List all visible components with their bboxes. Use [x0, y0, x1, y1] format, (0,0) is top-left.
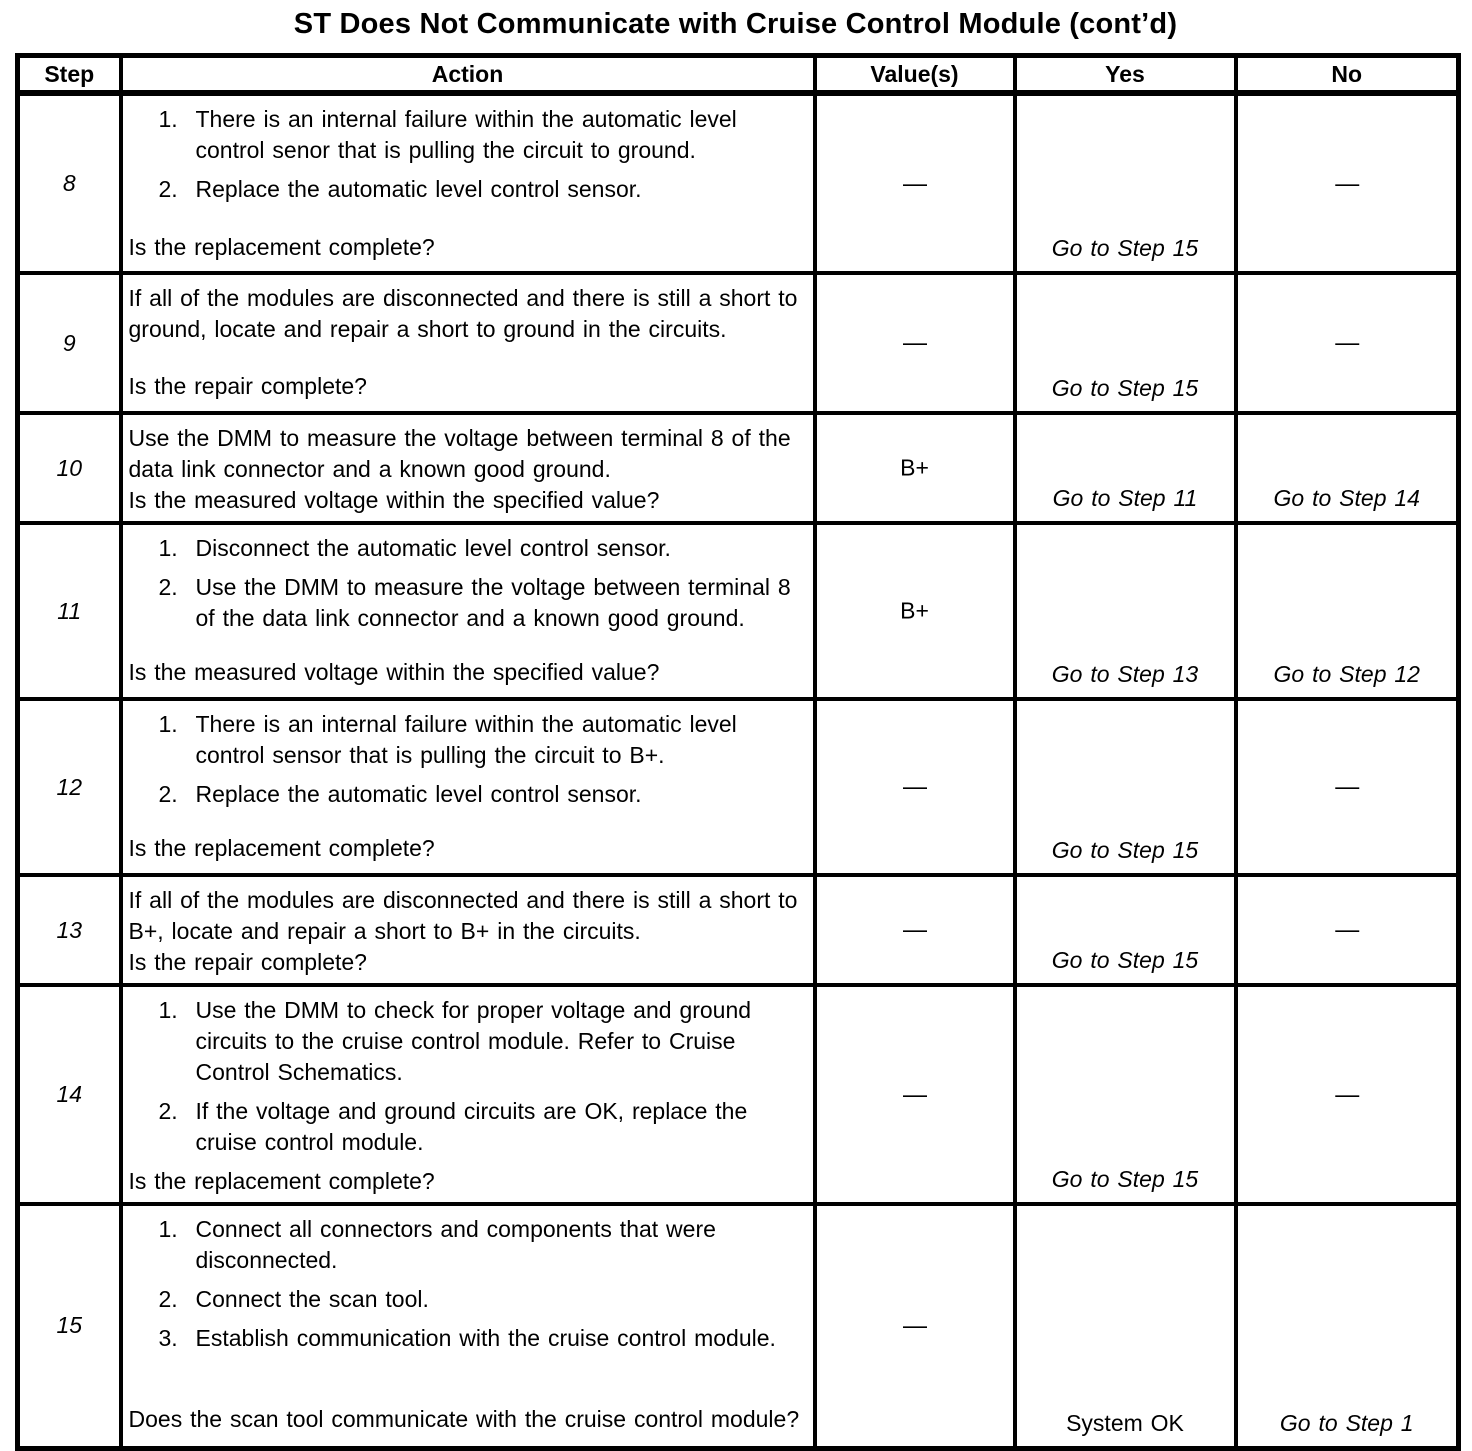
no-cell [1236, 875, 1459, 985]
table-row [18, 985, 1459, 1204]
yes-cell [1015, 413, 1236, 523]
action-question: Is the replacement complete? [128, 1168, 435, 1194]
item-text: Establish communication with the cruise control module. [195, 1325, 776, 1351]
yes-cell [1015, 523, 1236, 699]
table-row [18, 93, 1459, 273]
column-header-action: Action [121, 56, 815, 94]
yes-result: Go to Step 15 [1051, 947, 1199, 973]
yes-cell [1015, 985, 1236, 1204]
step-number: 13 [18, 875, 121, 985]
value-cell [815, 273, 1015, 413]
action-question: Is the replacement complete? [128, 835, 435, 861]
header-row [18, 56, 1459, 94]
action-cell [121, 875, 815, 985]
dash: — [903, 329, 926, 357]
value-cell [815, 413, 1015, 523]
item-number: 3. [158, 1325, 178, 1351]
value-cell [815, 93, 1015, 273]
item-text: Disconnect the automatic level control sensor. [195, 535, 671, 561]
dash: — [903, 170, 926, 197]
dash: — [1335, 916, 1359, 944]
yes-result: Go to Step 11 [1052, 485, 1198, 511]
dash: — [903, 773, 926, 801]
step-number: 9 [18, 273, 121, 413]
dash: — [1335, 329, 1359, 357]
column-header-step: Step [18, 56, 121, 94]
yes-result: Go to Step 15 [1051, 235, 1199, 261]
action-item [129, 1096, 805, 1158]
item-number: 2. [158, 781, 178, 807]
item-text: Connect the scan tool. [195, 1286, 429, 1312]
action-text: If all of the modules are disconnected and there is still a short to B+, locate and repair a short to B+ in the circuits. [128, 887, 798, 944]
no-result: Go to Step 1 [1279, 1409, 1414, 1436]
action-text: Use the DMM to measure the voltage between terminal 8 of the data link connector and a known good ground. [128, 425, 791, 482]
dash: — [903, 1312, 926, 1340]
dash: — [1335, 170, 1359, 197]
dash: — [1335, 773, 1359, 801]
item-number: 2. [158, 574, 178, 600]
column-header-yes: Yes [1015, 56, 1236, 94]
item-text: Use the DMM to measure the voltage between terminal 8 of the data link connector and a known good ground. [195, 574, 791, 631]
yes-result: Go to Step 15 [1051, 375, 1199, 401]
no-cell [1236, 699, 1459, 875]
item-number: 1. [158, 711, 178, 737]
table-row [18, 875, 1459, 985]
action-question: Is the repair complete? [128, 373, 367, 399]
step-number: 10 [18, 413, 121, 523]
no-cell [1236, 273, 1459, 413]
action-item [129, 174, 805, 205]
item-text: There is an internal failure within the automatic level control sensor that is pulling the circuit to B+. [195, 711, 737, 768]
item-number: 2. [158, 1098, 178, 1124]
yes-cell [1015, 1204, 1236, 1448]
item-number: 1. [158, 997, 178, 1023]
yes-result: Go to Step 15 [1051, 1166, 1199, 1192]
action-question: Does the scan tool communicate with the cruise control module? [128, 1406, 800, 1432]
value-cell [815, 875, 1015, 985]
yes-result: Go to Step 13 [1051, 661, 1199, 687]
action-cell [121, 1204, 815, 1448]
action-item [129, 709, 805, 771]
yes-cell [1015, 273, 1236, 413]
dash: — [903, 1081, 926, 1108]
action-question: Is the measured voltage within the specified value? [128, 659, 660, 685]
item-text: Use the DMM to check for proper voltage and ground circuits to the cruise control module. Refer to Cruise Control Schematics. [195, 997, 752, 1085]
table-row [18, 413, 1459, 523]
value-cell [815, 985, 1015, 1204]
table-row [18, 1204, 1459, 1448]
no-cell [1236, 985, 1459, 1204]
action-item [129, 1284, 805, 1315]
action-question: Is the repair complete? [128, 949, 367, 975]
action-cell [121, 93, 815, 273]
item-number: 1. [158, 106, 178, 132]
item-number: 1. [158, 1216, 178, 1242]
item-number: 1. [158, 535, 178, 561]
dash: — [903, 916, 926, 944]
action-question: Is the replacement complete? [128, 234, 435, 260]
action-cell [121, 273, 815, 413]
no-cell [1236, 523, 1459, 699]
no-result: Go to Step 14 [1273, 485, 1420, 511]
yes-result: System OK [1066, 1409, 1184, 1436]
item-text: If the voltage and ground circuits are OK, replace the cruise control module. [195, 1098, 748, 1155]
action-item [129, 533, 805, 564]
page-title: ST Does Not Communicate with Cruise Control Module (cont’d) [293, 8, 1178, 40]
item-text: Replace the automatic level control sensor. [195, 176, 642, 202]
step-number: 15 [18, 1204, 121, 1448]
yes-result: Go to Step 15 [1051, 837, 1199, 863]
no-result: Go to Step 12 [1273, 661, 1420, 687]
item-number: 2. [158, 176, 178, 202]
step-number: 12 [18, 699, 121, 875]
yes-cell [1015, 699, 1236, 875]
column-header-values: Value(s) [815, 56, 1015, 94]
yes-cell [1015, 875, 1236, 985]
step-number: 8 [18, 93, 121, 273]
action-item [129, 1323, 805, 1354]
no-cell [1236, 93, 1459, 273]
value-text: B+ [900, 454, 929, 481]
item-text: Connect all connectors and components that were disconnected. [195, 1216, 716, 1273]
value-cell [815, 699, 1015, 875]
action-item [129, 1214, 805, 1276]
action-text: If all of the modules are disconnected and there is still a short to ground, locate and repair a short to ground in the circuits. [128, 285, 798, 342]
item-text: Replace the automatic level control sensor. [195, 781, 642, 807]
action-question: Is the measured voltage within the specified value? [128, 487, 660, 513]
column-header-no: No [1236, 56, 1459, 94]
dash: — [1335, 1081, 1359, 1108]
action-item [129, 779, 805, 810]
action-cell [121, 523, 815, 699]
table-row [18, 699, 1459, 875]
value-cell [815, 523, 1015, 699]
action-cell [121, 699, 815, 875]
action-cell [121, 413, 815, 523]
no-cell [1236, 1204, 1459, 1448]
diagnostic-table [15, 53, 1461, 1451]
item-number: 2. [158, 1286, 178, 1312]
table-row [18, 273, 1459, 413]
item-text: There is an internal failure within the automatic level control senor that is pulling the circuit to ground. [195, 106, 737, 163]
action-item [129, 995, 805, 1088]
step-number: 11 [18, 523, 121, 699]
step-number: 14 [18, 985, 121, 1204]
action-cell [121, 985, 815, 1204]
value-text: B+ [900, 597, 929, 624]
table-row [18, 523, 1459, 699]
action-item [129, 572, 805, 634]
action-item [129, 104, 805, 166]
value-cell [815, 1204, 1015, 1448]
yes-cell [1015, 93, 1236, 273]
no-cell [1236, 413, 1459, 523]
